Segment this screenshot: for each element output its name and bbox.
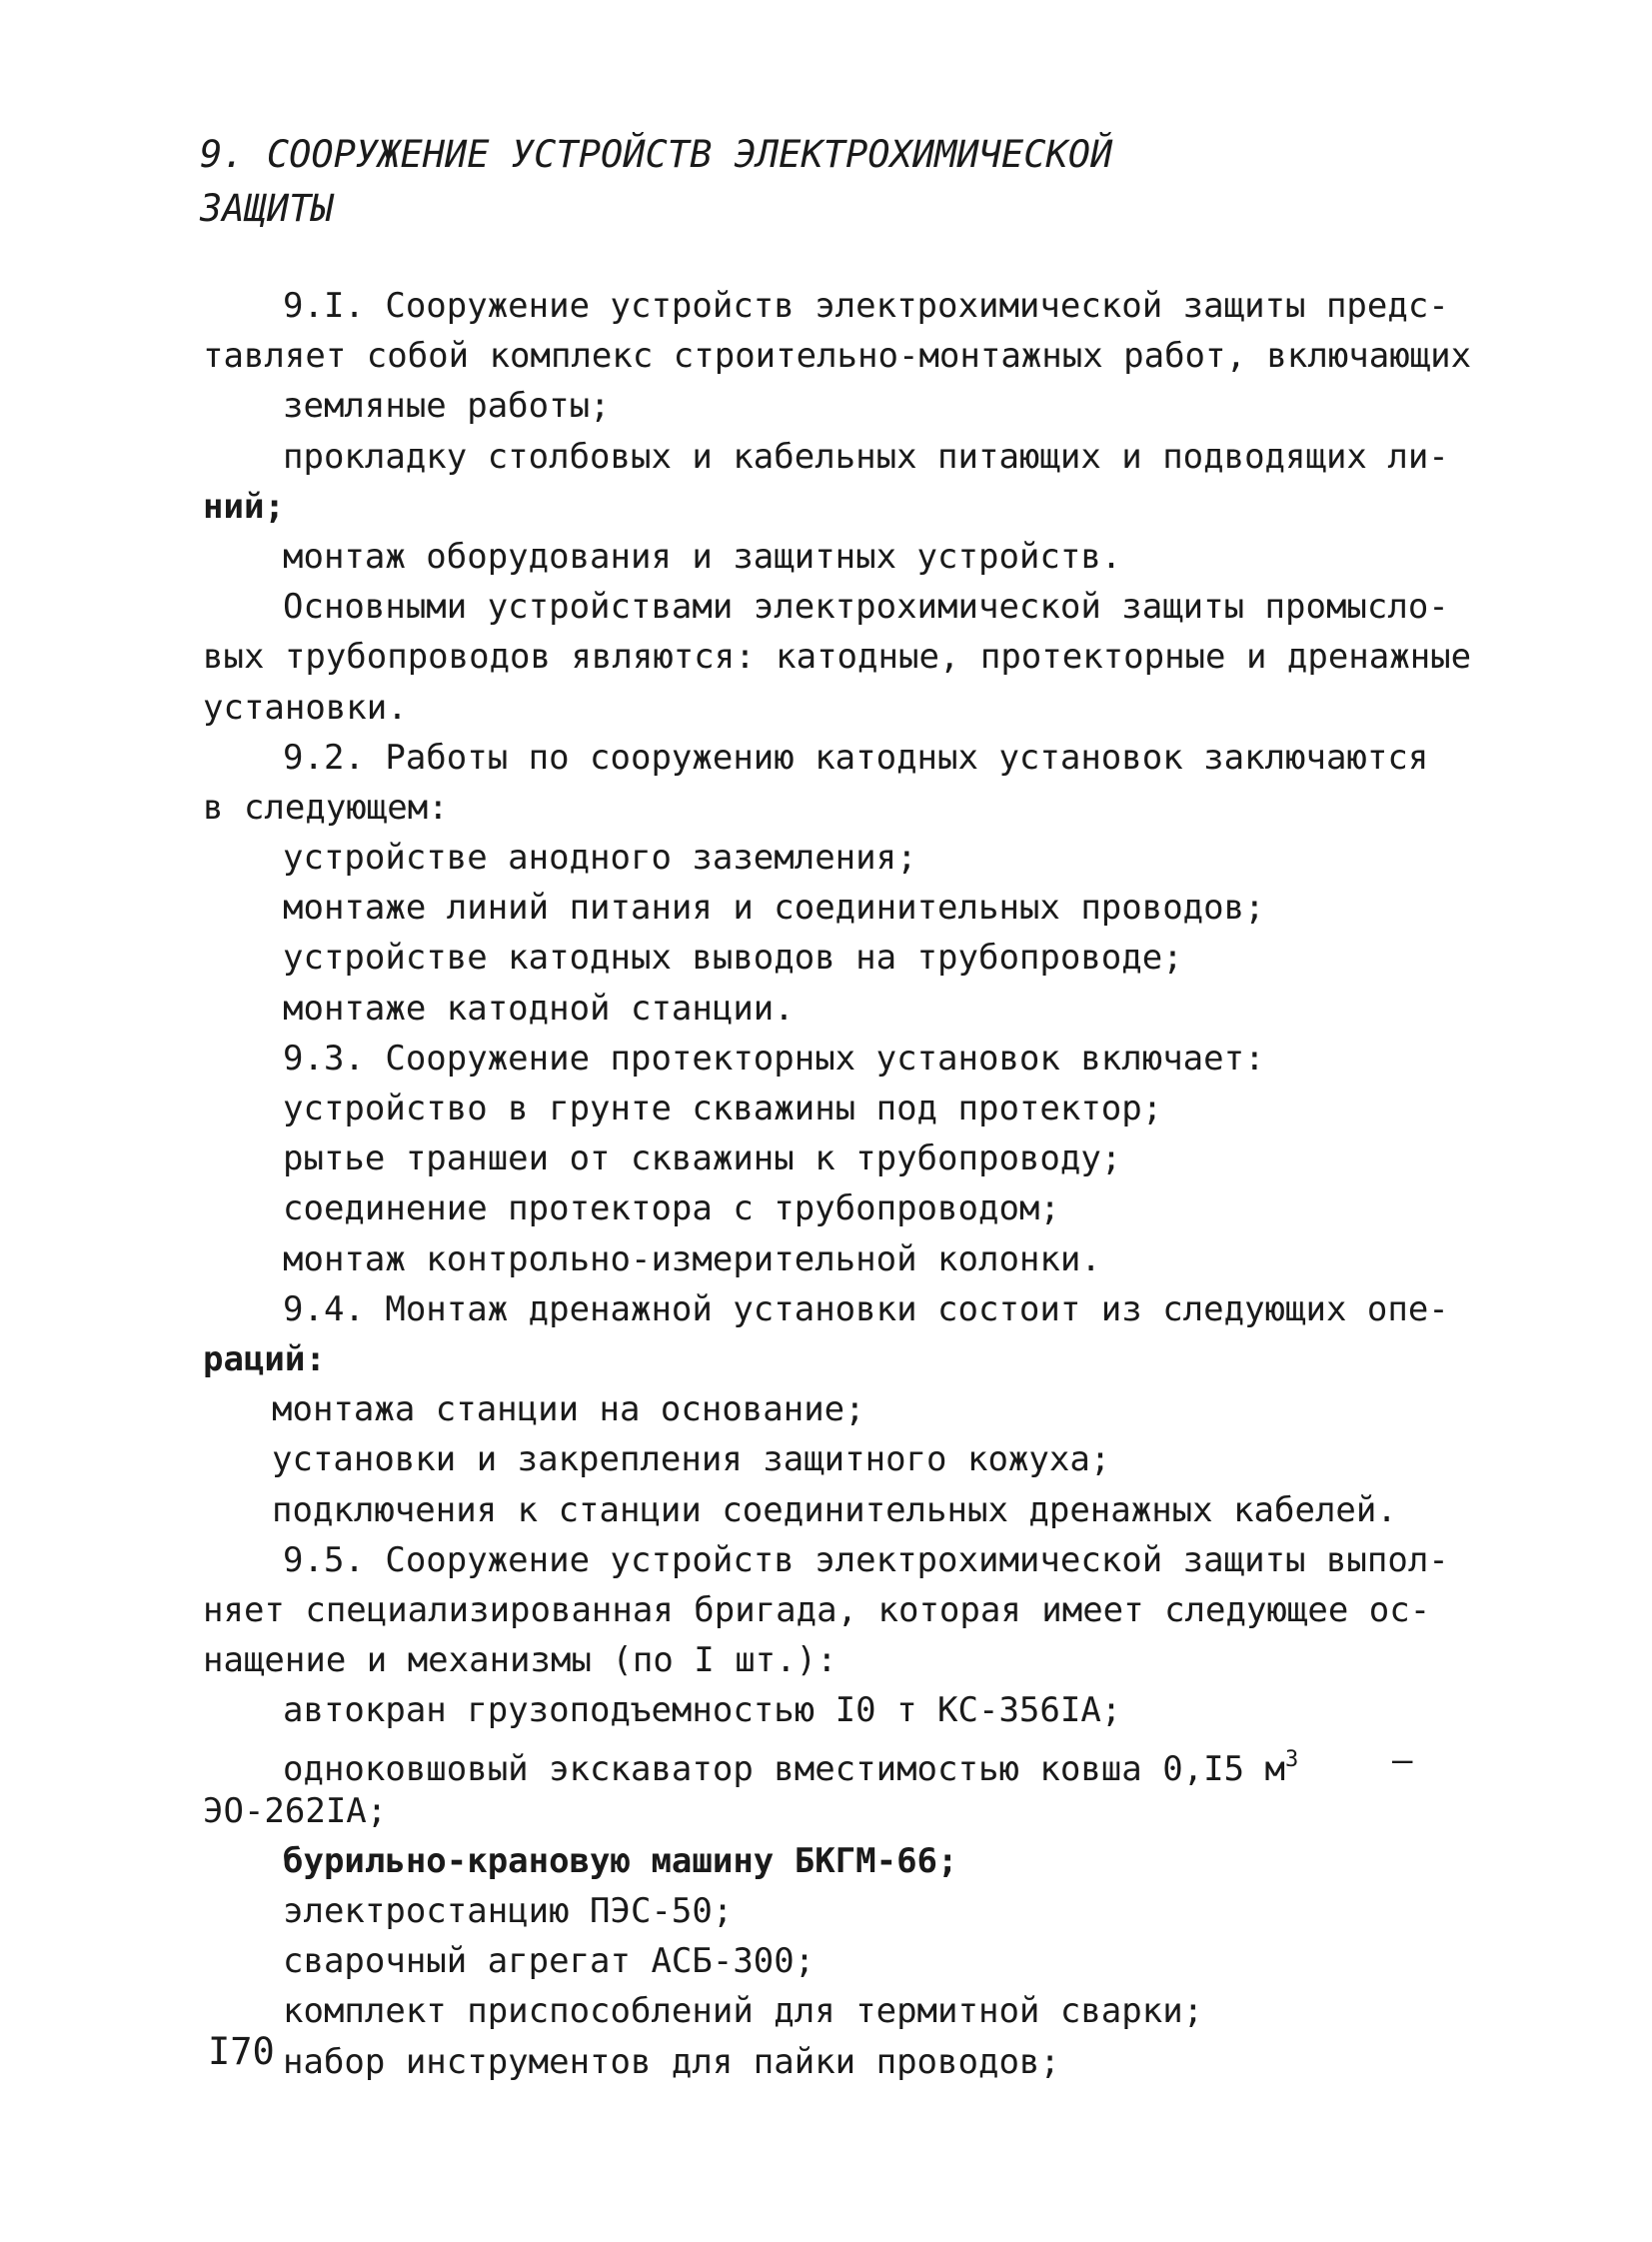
- text-line: няет специализированная бригада, которая имеет следующее ос-: [203, 1589, 1431, 1630]
- text-line: ЭО-262IА;: [203, 1790, 388, 1831]
- text-line: ний;: [203, 486, 285, 527]
- page-number: I70: [208, 2030, 275, 2073]
- paragraph-9-2-line: 9.2. Работы по сооружению катодных установок заключаются: [283, 737, 1429, 778]
- list-item: земляные работы;: [283, 386, 611, 427]
- list-item: рытье траншеи от скважины к трубопроводу;: [283, 1138, 1122, 1179]
- list-item: набор инструментов для пайки проводов;: [283, 2041, 1060, 2082]
- list-item: бурильно-крановую машину БКГМ-66;: [283, 1840, 958, 1881]
- paragraph-9-1-line: 9.I. Сооружение устройств электрохимической защиты предс-: [283, 286, 1449, 326]
- list-item: монтаже линий питания и соединительных проводов;: [283, 888, 1265, 929]
- list-item: прокладку столбовых и кабельных питающих и подводящих ли-: [283, 436, 1449, 477]
- text-line: тавляет собой комплекс строительно-монтажных работ, включающих: [203, 336, 1472, 377]
- list-item: подключения к станции соединительных дренажных кабелей.: [272, 1489, 1397, 1530]
- list-item: устройстве анодного заземления;: [283, 838, 917, 879]
- list-item: сварочный агрегат АСБ-300;: [283, 1941, 816, 1982]
- list-item: комплект приспособлений для термитной сварки;: [283, 1991, 1204, 2032]
- superscript: 3: [1285, 1747, 1299, 1773]
- list-item: электростанцию ПЭС-50;: [283, 1891, 734, 1931]
- text-line: в следующем:: [203, 787, 449, 828]
- list-item: устройство в грунте скважины под протектор;: [283, 1089, 1163, 1128]
- section-heading-line-1: 9. СООРУЖЕНИЕ УСТРОЙСТВ ЭЛЕКТРОХИМИЧЕСКОЙ: [200, 133, 1113, 176]
- dash: –: [1392, 1740, 1413, 1781]
- list-item: монтаж оборудования и защитных устройств.: [283, 536, 1122, 577]
- paragraph-9-5-line: 9.5. Сооружение устройств электрохимической защиты выпол-: [283, 1539, 1449, 1580]
- text-line: нащение и механизмы (по I шт.):: [203, 1640, 837, 1681]
- text-line: установки.: [203, 687, 408, 728]
- section-heading-line-2: ЗАЩИТЫ: [200, 187, 334, 230]
- section-heading: [200, 128, 1499, 236]
- list-item: автокран грузоподъемностью I0 т КС-356IА;: [283, 1690, 1122, 1731]
- list-item: соединение протектора с трубопроводом;: [283, 1188, 1060, 1229]
- text-line: раций:: [203, 1338, 326, 1379]
- text-line: вых трубопроводов являются: катодные, протекторные и дренажные: [203, 637, 1472, 678]
- list-item: установки и закрепления защитного кожуха;: [272, 1439, 1111, 1480]
- list-item: одноковшовый экскаватор вместимостью ковша 0,I5 м3 –: [0, 1735, 1652, 1785]
- paragraph-9-4-line: 9.4. Монтаж дренажной установки состоит из следующих опе-: [283, 1288, 1449, 1329]
- list-item: устройстве катодных выводов на трубопроводе;: [283, 938, 1183, 979]
- paragraph-9-3-line: 9.3. Сооружение протекторных установок включает:: [283, 1038, 1265, 1079]
- list-item: монтаж контрольно-измерительной колонки.: [283, 1238, 1101, 1279]
- body-text: [0, 281, 1652, 2087]
- list-item: монтажа станции на основание;: [272, 1389, 865, 1430]
- list-item: монтаже катодной станции.: [283, 988, 795, 1029]
- text-line: Основными устройствами электрохимической защиты промысло-: [283, 587, 1449, 628]
